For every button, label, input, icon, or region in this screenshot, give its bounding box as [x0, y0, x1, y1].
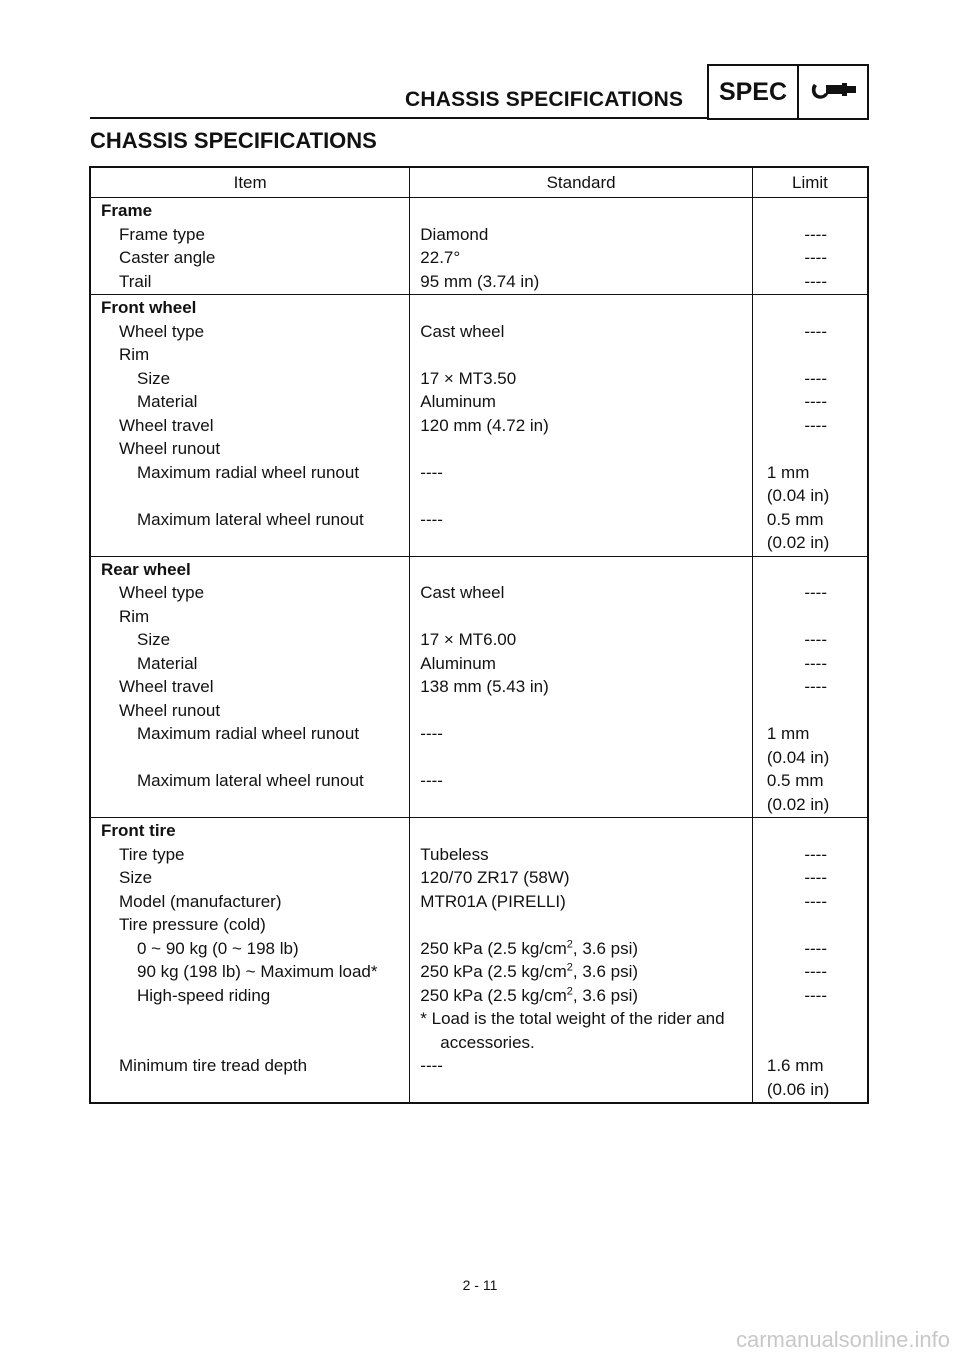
limit-value: 1.6 mm — [766, 1056, 824, 1075]
standard-value-tail: , 3.6 psi) — [572, 985, 639, 1005]
limit-value: ---- — [804, 321, 827, 341]
limit-value: ---- — [804, 868, 827, 887]
item-cell: Tire pressure (cold) — [119, 915, 266, 934]
standard-cell — [410, 461, 753, 508]
limit-cell — [752, 508, 868, 557]
item-cell: Maximum lateral wheel runout — [90, 769, 410, 818]
table-row — [90, 367, 868, 391]
table-row — [90, 320, 868, 344]
limit-cell — [752, 890, 868, 914]
table-row — [90, 605, 868, 629]
table-row — [90, 390, 868, 414]
limit-value: 0.5 mm — [766, 509, 824, 529]
limit-cell — [752, 367, 868, 391]
standard-cell — [410, 984, 753, 1008]
standard-cell — [410, 675, 753, 699]
limit-value: ---- — [804, 248, 827, 267]
table-row — [90, 984, 868, 1008]
limit-value: ---- — [804, 271, 827, 291]
table-row — [90, 843, 868, 867]
table-row — [90, 1054, 868, 1103]
item-cell: Wheel travel — [119, 415, 214, 435]
limit-value: 0.5 mm — [766, 771, 824, 790]
standard-value: 17 × MT6.00 — [420, 630, 517, 649]
limit-value: 1 mm — [766, 462, 810, 482]
item-cell: Wheel runout — [119, 700, 221, 720]
item-cell — [90, 1007, 410, 1054]
item-cell: Caster angle — [119, 248, 216, 267]
table-row — [90, 722, 868, 769]
table-row — [90, 508, 868, 557]
item-cell: Maximum lateral wheel runout — [90, 508, 410, 557]
item-cell: Wheel travel — [119, 677, 214, 696]
limit-cell — [752, 913, 868, 937]
item-cell: Model (manufacturer) — [119, 891, 282, 911]
standard-cell — [410, 223, 753, 247]
item-cell: Wheel type — [119, 583, 205, 602]
standard-cell — [410, 1054, 753, 1103]
limit-cell — [752, 628, 868, 652]
limit-value-imperial: (0.04 in) — [766, 747, 830, 767]
limit-cell — [752, 295, 868, 320]
standard-value-tail: , 3.6 psi) — [572, 938, 639, 958]
standard-value-tail: , 3.6 psi) — [572, 962, 639, 981]
standard-value: 17 × MT3.50 — [420, 368, 517, 388]
header-rule — [90, 117, 707, 119]
table-row — [90, 913, 868, 937]
table-row — [90, 437, 868, 461]
limit-cell — [752, 343, 868, 367]
limit-cell — [752, 223, 868, 247]
standard-cell — [410, 270, 753, 295]
standard-value: 250 kPa (2.5 kg/cm — [420, 962, 567, 981]
limit-cell — [752, 818, 868, 843]
limit-cell — [752, 414, 868, 438]
standard-cell — [410, 1007, 753, 1054]
table-row — [90, 1007, 868, 1054]
limit-cell — [752, 984, 868, 1008]
standard-cell — [410, 937, 753, 961]
section-title: Front wheel — [101, 298, 197, 317]
table-row — [90, 960, 868, 984]
standard-value: Cast wheel — [420, 321, 505, 341]
limit-cell — [752, 437, 868, 461]
table-row — [90, 937, 868, 961]
table-row — [90, 769, 868, 818]
table-row — [90, 890, 868, 914]
table-row — [90, 461, 868, 508]
standard-value: Aluminum — [420, 653, 496, 673]
limit-cell — [752, 937, 868, 961]
standard-value: 95 mm (3.74 in) — [420, 271, 540, 291]
limit-cell — [752, 769, 868, 818]
limit-value: ---- — [804, 677, 827, 696]
standard-cell — [410, 343, 753, 367]
limit-value-imperial: (0.02 in) — [766, 533, 830, 552]
item-cell: Rim — [119, 345, 150, 364]
limit-cell — [752, 652, 868, 676]
standard-value: 120 mm (4.72 in) — [420, 415, 549, 435]
spec-table — [89, 166, 869, 1104]
limit-value: ---- — [804, 630, 827, 649]
standard-value: ---- — [420, 509, 443, 529]
limit-value: ---- — [804, 844, 827, 864]
limit-cell — [752, 843, 868, 867]
standard-value: ---- — [420, 771, 443, 790]
item-cell: Size — [119, 868, 153, 887]
standard-value: ---- — [420, 724, 443, 743]
limit-cell — [752, 270, 868, 295]
limit-value: ---- — [804, 653, 827, 673]
table-row — [90, 270, 868, 295]
standard-value: 138 mm (5.43 in) — [420, 677, 549, 696]
limit-cell — [752, 1007, 868, 1054]
table-row — [90, 246, 868, 270]
standard-cell — [410, 390, 753, 414]
standard-cell — [410, 866, 753, 890]
item-cell: Minimum tire tread depth — [90, 1054, 410, 1103]
standard-cell — [410, 295, 753, 320]
standard-cell — [410, 198, 753, 223]
standard-value: Cast wheel — [420, 583, 505, 602]
item-cell: 90 kg (198 lb) ~ Maximum load* — [137, 962, 378, 981]
standard-cell — [410, 437, 753, 461]
limit-value: 1 mm — [766, 724, 810, 743]
standard-cell — [410, 652, 753, 676]
item-cell: Maximum radial wheel runout — [137, 724, 360, 743]
limit-value-imperial: (0.02 in) — [766, 794, 830, 814]
standard-cell — [410, 722, 753, 769]
standard-cell — [410, 960, 753, 984]
table-row — [90, 223, 868, 247]
standard-cell — [410, 913, 753, 937]
table-row — [90, 343, 868, 367]
item-cell: Size — [137, 630, 171, 649]
limit-cell — [752, 461, 868, 508]
limit-cell — [752, 866, 868, 890]
standard-value: Diamond — [420, 224, 489, 244]
standard-cell — [410, 890, 753, 914]
limit-cell — [752, 556, 868, 581]
standard-value: 250 kPa (2.5 kg/cm — [420, 985, 567, 1005]
standard-cell — [410, 414, 753, 438]
spec-badge-label: SPEC — [709, 66, 799, 118]
limit-cell — [752, 722, 868, 769]
standard-value: 120/70 ZR17 (58W) — [420, 868, 570, 887]
section-header-row — [90, 818, 868, 843]
item-cell: Size — [137, 368, 171, 388]
item-cell: Material — [137, 653, 198, 673]
item-cell: Frame type — [119, 224, 205, 244]
micrometer-icon — [808, 78, 858, 107]
section-header-row — [90, 198, 868, 223]
standard-cell — [410, 508, 753, 557]
standard-cell — [410, 367, 753, 391]
standard-value: 250 kPa (2.5 kg/cm — [420, 938, 567, 958]
standard-cell — [410, 556, 753, 581]
item-cell: Maximum radial wheel runout — [137, 462, 360, 482]
limit-value: ---- — [804, 962, 827, 981]
limit-value-imperial: (0.06 in) — [766, 1079, 830, 1099]
limit-cell — [752, 960, 868, 984]
item-cell: Tire type — [119, 844, 185, 864]
standard-cell — [410, 320, 753, 344]
limit-value: ---- — [804, 891, 827, 911]
table-row — [90, 866, 868, 890]
item-cell: Material — [137, 392, 198, 411]
section-header-row — [90, 295, 868, 320]
spec-badge — [707, 64, 869, 120]
standard-cell — [410, 246, 753, 270]
standard-cell — [410, 818, 753, 843]
table-row — [90, 581, 868, 605]
limit-value-imperial: (0.04 in) — [766, 486, 830, 505]
superscript: 2 — [566, 961, 573, 974]
header-title: CHASSIS SPECIFICATIONS — [405, 88, 684, 111]
superscript: 2 — [566, 984, 573, 997]
watermark: carmanualsonline.info — [735, 1327, 950, 1352]
standard-cell — [410, 843, 753, 867]
limit-value: ---- — [804, 368, 827, 388]
standard-cell — [410, 699, 753, 723]
limit-cell — [752, 1054, 868, 1103]
standard-cell — [410, 628, 753, 652]
column-header-limit: Limit — [752, 167, 868, 198]
standard-cell — [410, 605, 753, 629]
standard-value: ---- — [420, 1056, 443, 1075]
table-row — [90, 628, 868, 652]
table-row — [90, 699, 868, 723]
footnote-text: * Load is the total weight of the rider and accessories. — [420, 1009, 725, 1052]
limit-value: ---- — [804, 583, 827, 602]
standard-value: MTR01A (PIRELLI) — [420, 891, 566, 911]
item-cell: Wheel runout — [119, 439, 221, 458]
limit-cell — [752, 605, 868, 629]
item-cell: Rim — [119, 606, 150, 626]
limit-cell — [752, 246, 868, 270]
standard-value: Tubeless — [420, 844, 489, 864]
standard-value: Aluminum — [420, 392, 496, 411]
section-title: Front tire — [101, 821, 176, 840]
item-cell: 0 ~ 90 kg (0 ~ 198 lb) — [137, 938, 299, 958]
column-header-item: Item — [90, 167, 410, 198]
limit-cell — [752, 320, 868, 344]
superscript: 2 — [566, 937, 573, 950]
limit-cell — [752, 699, 868, 723]
limit-value: ---- — [804, 985, 827, 1005]
table-row — [90, 675, 868, 699]
item-cell: Wheel type — [119, 321, 205, 341]
page-title: CHASSIS SPECIFICATIONS — [90, 128, 377, 153]
limit-cell — [752, 198, 868, 223]
standard-cell — [410, 581, 753, 605]
limit-cell — [752, 390, 868, 414]
standard-value: 22.7° — [420, 248, 461, 267]
section-header-row — [90, 556, 868, 581]
table-row — [90, 414, 868, 438]
column-header-standard: Standard — [410, 167, 753, 198]
table-header-row — [90, 167, 868, 198]
limit-value: ---- — [804, 415, 827, 435]
limit-value: ---- — [804, 224, 827, 244]
limit-value: ---- — [804, 392, 827, 411]
section-title: Rear wheel — [101, 559, 191, 579]
item-cell: High-speed riding — [137, 985, 271, 1005]
standard-cell — [410, 769, 753, 818]
limit-value: ---- — [804, 938, 827, 958]
page-number: 2 - 11 — [462, 1277, 498, 1293]
table-row — [90, 652, 868, 676]
section-title: Frame — [101, 201, 153, 220]
limit-cell — [752, 581, 868, 605]
item-cell: Trail — [90, 270, 410, 295]
standard-value: ---- — [420, 462, 443, 482]
limit-cell — [752, 675, 868, 699]
